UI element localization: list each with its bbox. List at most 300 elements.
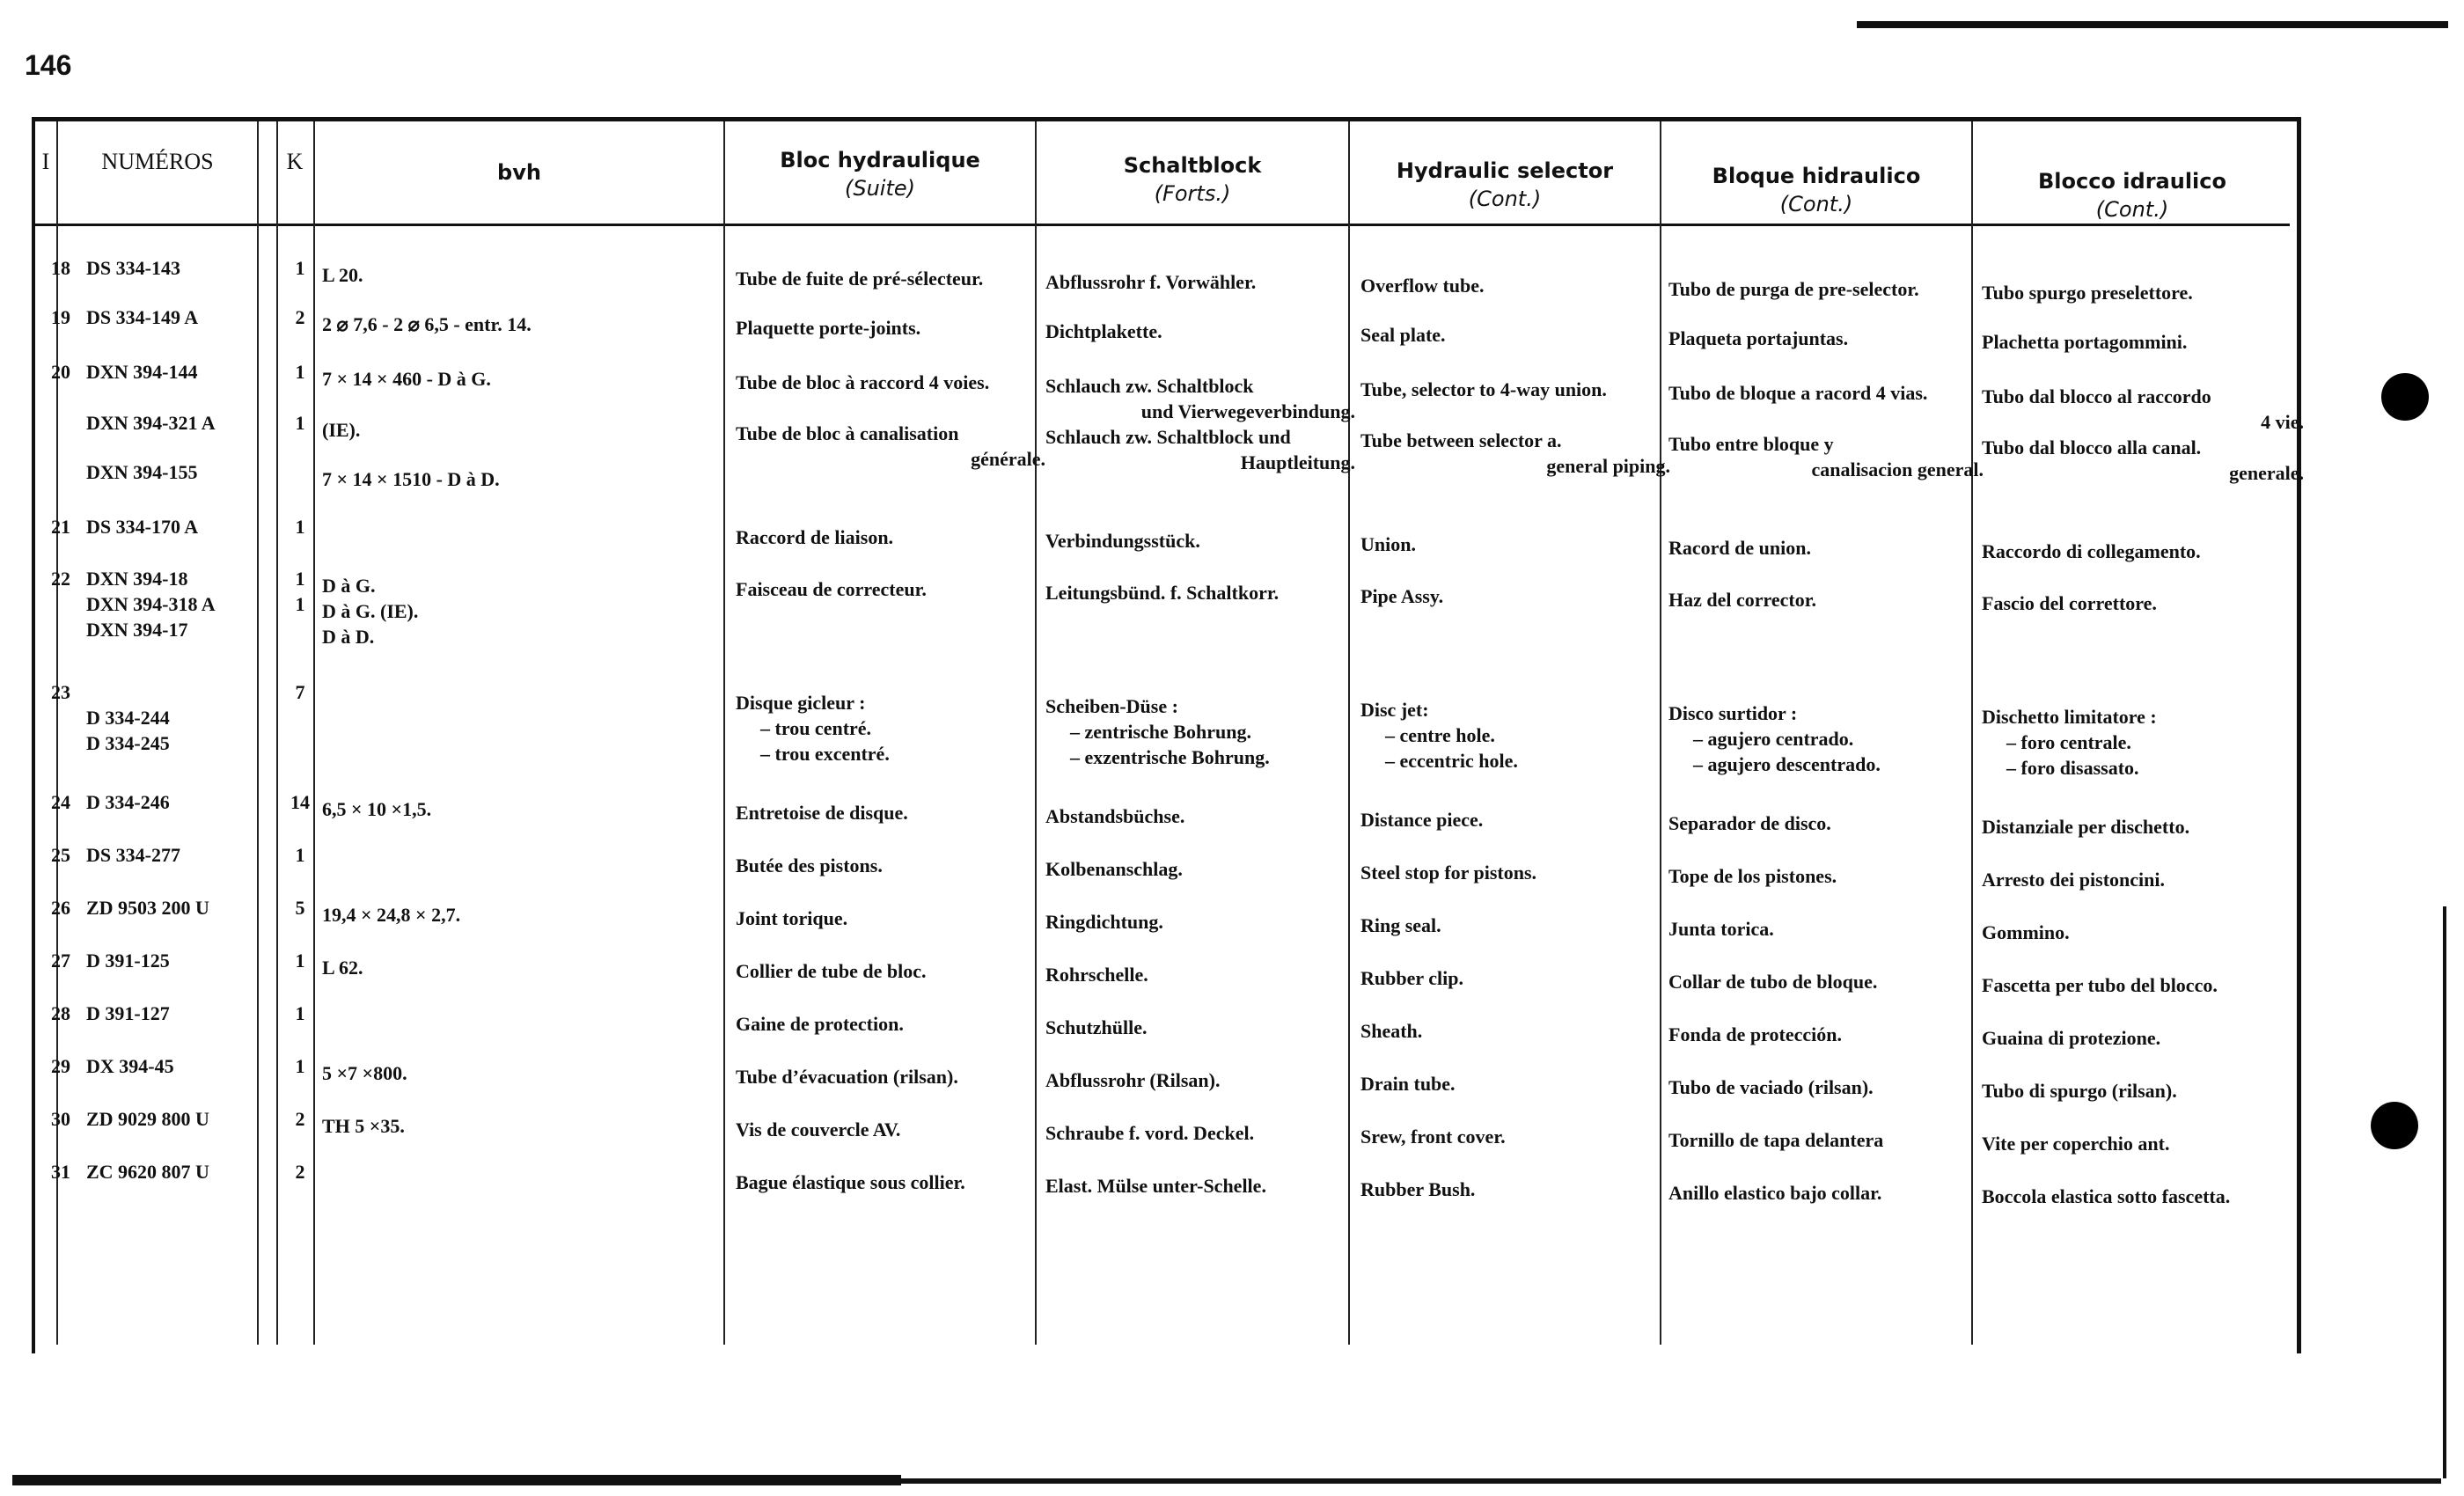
cell-it-line: Arresto dei pistoncini.: [1982, 869, 2165, 891]
cell-num-line: [86, 679, 289, 705]
cell-es: [1668, 810, 1996, 836]
cell-k: [273, 1053, 327, 1079]
cell-en-line: Ring seal.: [1360, 914, 1441, 936]
cell-k-line: 2: [295, 306, 305, 328]
cell-it: [1982, 1078, 2316, 1104]
cell-en-line: – centre hole.: [1385, 724, 1495, 746]
header-col-de: [1037, 151, 1348, 208]
cell-k: [273, 410, 327, 436]
cell-de: [1045, 856, 1368, 882]
cell-num-line: ZC 9620 807 U: [86, 1161, 209, 1183]
cell-de: [1045, 269, 1368, 295]
cell-i: [37, 842, 84, 868]
cell-k-line: 1: [295, 950, 305, 972]
cell-k: [273, 679, 327, 705]
cell-de-line: Rohrschelle.: [1045, 964, 1148, 986]
cell-num-line: D 391-125: [86, 950, 170, 972]
cell-bvh-line: 19,4 × 24,8 × 2,7.: [322, 904, 461, 926]
cell-i: [37, 1159, 84, 1184]
cell-k-line: 14: [290, 791, 310, 813]
cell-en-line: Distance piece.: [1360, 809, 1484, 831]
cell-it-line: Gommino.: [1982, 921, 2070, 943]
cell-it-line: Tubo di spurgo (rilsan).: [1982, 1080, 2177, 1102]
cell-en-line: Overflow tube.: [1360, 275, 1485, 297]
header-de-sub: (Forts.): [1154, 181, 1231, 206]
cell-i: [37, 679, 84, 705]
cell-i: [37, 410, 84, 436]
cell-num-line: D 334-245: [86, 732, 170, 754]
cell-es: [1668, 969, 1996, 994]
cell-i-line: 28: [51, 1002, 70, 1024]
cell-it: [1982, 1184, 2316, 1209]
cell-k-line: 1: [295, 844, 305, 866]
cell-fr: [736, 421, 1058, 472]
cell-k-line: 1: [295, 1055, 305, 1077]
cell-en: [1360, 273, 1683, 298]
cell-en: [1360, 697, 1683, 774]
cell-it: [1982, 920, 2316, 945]
cell-num-line: DXN 394-155: [86, 461, 198, 483]
cell-it-line: Raccordo di collegamento.: [1982, 540, 2201, 562]
cell-de: [1045, 580, 1368, 605]
cell-num: [86, 255, 289, 281]
cell-i-line: 23: [51, 681, 70, 703]
cell-it: [1982, 972, 2316, 998]
cell-de: [1045, 528, 1368, 554]
cell-en: [1360, 583, 1683, 609]
cell-i: [37, 359, 84, 385]
cell-fr-line: Gaine de protection.: [736, 1013, 904, 1035]
cell-fr: [736, 524, 1058, 550]
cell-num: [86, 459, 289, 485]
cell-fr-line: Tube de bloc à raccord 4 voies.: [736, 371, 990, 393]
cell-de: [1045, 1173, 1368, 1199]
cell-de: [1045, 803, 1368, 829]
cell-k: [273, 514, 327, 539]
cell-i-line: 30: [51, 1108, 70, 1130]
cell-num-line: D 391-127: [86, 1002, 170, 1024]
cell-i: [37, 948, 84, 973]
cell-it-line: Fascio del correttore.: [1982, 592, 2157, 614]
punch-hole-top: [2381, 373, 2429, 421]
cell-i-line: [37, 459, 84, 485]
cell-fr: [736, 958, 1058, 984]
cell-bvh: [322, 902, 718, 928]
cell-k: [273, 895, 327, 920]
cell-i-line: 25: [51, 844, 70, 866]
bottom-rule-thick: [12, 1475, 901, 1485]
cell-es-line: Tubo entre bloque y: [1668, 433, 1834, 455]
cell-de-line: Verbindungsstück.: [1045, 530, 1200, 552]
cell-num-line: ZD 9503 200 U: [86, 897, 209, 919]
cell-en: [1360, 807, 1683, 832]
cell-i: [37, 514, 84, 539]
cell-num-line: DXN 394-17: [86, 619, 188, 641]
header-col-numeros: [58, 148, 257, 176]
cell-k-line: 2: [295, 1108, 305, 1130]
cell-i-line: 24: [51, 791, 70, 813]
cell-it-line: Boccola elastica sotto fascetta.: [1982, 1185, 2231, 1207]
cell-bvh: [322, 262, 718, 288]
header-col-en: [1350, 157, 1660, 213]
cell-de-line: Scheiben-Düse :: [1045, 695, 1178, 717]
cell-de-line: Schraube f. vord. Deckel.: [1045, 1122, 1255, 1144]
cell-fr-line: Entretoise de disque.: [736, 802, 908, 824]
cell-it-line: Tubo spurgo preselettore.: [1982, 282, 2193, 304]
cell-k-line: 1: [295, 1002, 305, 1024]
cell-es-line: – agujero centrado.: [1693, 728, 1854, 750]
cell-i-line: 22: [51, 568, 70, 590]
cell-fr: [736, 1064, 1058, 1089]
cell-num-line: D 334-244: [86, 707, 170, 729]
cell-de-line: Dichtplakette.: [1045, 320, 1162, 342]
cell-fr: [736, 690, 1058, 766]
cell-k-line: [273, 459, 327, 485]
cell-en-line: Union.: [1360, 533, 1416, 555]
cell-i-line: 21: [51, 516, 70, 538]
cell-i: [37, 566, 84, 591]
cell-i-line: 29: [51, 1055, 70, 1077]
cell-es-line: Disco surtidor :: [1668, 702, 1798, 724]
cell-es-line: Junta torica.: [1668, 918, 1774, 940]
cell-en: [1360, 1018, 1683, 1044]
header-col-k-label: K: [286, 149, 304, 174]
cell-fr-line: Butée des pistons.: [736, 854, 883, 876]
cell-en-line: Disc jet:: [1360, 699, 1429, 721]
cell-es-line: Separador de disco.: [1668, 812, 1831, 834]
cell-fr-line: Vis de couvercle AV.: [736, 1118, 901, 1140]
header-es-sub: (Cont.): [1779, 192, 1853, 216]
cell-it-line: Plachetta portagommini.: [1982, 331, 2188, 353]
cell-es: [1668, 863, 1996, 889]
cell-num-line: DS 334-149 A: [86, 306, 199, 328]
cell-it-line: Guaina di protezione.: [1982, 1027, 2161, 1049]
cell-i: [37, 459, 84, 485]
cell-k-line: 7: [295, 681, 305, 703]
cell-num: [86, 410, 289, 436]
cell-num-line: DXN 394-318 A: [86, 593, 216, 615]
cell-bvh-line: D à G. (IE).: [322, 600, 419, 622]
top-rule: [1857, 21, 2448, 28]
cell-num: [86, 1159, 289, 1184]
cell-es: [1668, 276, 1996, 302]
cell-en-line: Sheath.: [1360, 1020, 1423, 1042]
cell-i-line: [37, 410, 84, 436]
cell-it-line: Tubo dal blocco alla canal.: [1982, 436, 2202, 458]
cell-es-line: Racord de union.: [1668, 537, 1811, 559]
cell-en-line: Tube, selector to 4-way union.: [1360, 378, 1607, 400]
cell-en: [1360, 322, 1683, 348]
cell-es: [1668, 916, 1996, 942]
cell-it: [1982, 1025, 2316, 1051]
cell-k-line: 2: [295, 1161, 305, 1183]
cell-de-line: Schlauch zw. Schaltblock und: [1045, 426, 1291, 448]
cell-num-line: DS 334-170 A: [86, 516, 199, 538]
cell-it-line: – foro centrale.: [2006, 731, 2131, 753]
cell-num: [86, 789, 289, 815]
cell-k-line: 1: [295, 593, 305, 615]
cell-de: [1045, 373, 1368, 424]
column-divider: [723, 121, 725, 1345]
cell-fr-line: Plaquette porte-joints.: [736, 317, 921, 339]
cell-k: [273, 1159, 327, 1184]
cell-i-line: 31: [51, 1161, 70, 1183]
cell-fr: [736, 315, 1058, 341]
cell-fr: [736, 1170, 1058, 1195]
cell-fr: [736, 906, 1058, 931]
cell-de-line: Abstandsbüchse.: [1045, 805, 1185, 827]
cell-fr-line: Disque gicleur :: [736, 692, 866, 714]
cell-k-line: 5: [295, 897, 305, 919]
cell-k-line: 1: [295, 257, 305, 279]
header-fr-title: Bloc hydraulique: [780, 148, 980, 172]
cell-k: [273, 842, 327, 868]
cell-de-line: Leitungsbünd. f. Schaltkorr.: [1045, 582, 1280, 604]
cell-fr-line: Tube de bloc à canalisation: [736, 422, 959, 444]
header-de-title: Schaltblock: [1123, 153, 1262, 178]
cell-it-line: Dischetto limitatore :: [1982, 706, 2157, 728]
cell-bvh: [322, 955, 718, 980]
cell-en-line: – eccentric hole.: [1385, 750, 1518, 772]
cell-i: [37, 1053, 84, 1079]
cell-it-line: Distanziale per dischetto.: [1982, 816, 2190, 838]
cell-es-line: Plaqueta portajuntas.: [1668, 327, 1849, 349]
cell-en-line: Srew, front cover.: [1360, 1126, 1506, 1148]
cell-en: [1360, 532, 1683, 557]
cell-en: [1360, 377, 1683, 402]
cell-es: [1668, 326, 1996, 351]
cell-bvh: [322, 312, 718, 337]
cell-fr: [736, 576, 1058, 602]
cell-fr-line: générale.: [971, 448, 1045, 470]
cell-es-line: Collar de tubo de bloque.: [1668, 971, 1878, 993]
cell-es-line: Fonda de protección.: [1668, 1023, 1842, 1045]
cell-bvh-line: L 20.: [322, 264, 363, 286]
cell-es: [1668, 587, 1996, 612]
cell-it: [1982, 814, 2316, 840]
cell-k: [273, 304, 327, 330]
cell-num: [86, 359, 289, 385]
cell-bvh: [322, 1113, 718, 1139]
cell-k: [273, 1106, 327, 1132]
cell-en: [1360, 913, 1683, 938]
cell-de: [1045, 424, 1368, 475]
cell-bvh-line: 7 × 14 × 460 - D à G.: [322, 368, 491, 390]
cell-k-line: 1: [295, 412, 305, 434]
cell-k: [273, 255, 327, 281]
cell-k: [273, 948, 327, 973]
cell-es-line: – agujero descentrado.: [1693, 753, 1881, 775]
cell-fr-line: Raccord de liaison.: [736, 526, 894, 548]
cell-de-line: – exzentrische Bohrung.: [1070, 746, 1270, 768]
cell-fr-line: Joint torique.: [736, 907, 848, 929]
header-col-es: [1661, 162, 1971, 218]
cell-k-line: 1: [295, 568, 305, 590]
header-fr-sub: (Suite): [844, 176, 915, 201]
cell-de-line: Kolbenanschlag.: [1045, 858, 1183, 880]
cell-bvh-line: TH 5 ×35.: [322, 1115, 405, 1137]
cell-bvh-line: 5 ×7 ×800.: [322, 1062, 407, 1084]
header-col-i-label: I: [41, 149, 50, 174]
cell-num-line: ZD 9029 800 U: [86, 1108, 209, 1130]
cell-it: [1982, 435, 2316, 486]
cell-en-line: Rubber Bush.: [1360, 1178, 1476, 1200]
cell-es: [1668, 535, 1996, 561]
cell-fr-line: – trou excentré.: [760, 743, 890, 765]
cell-en: [1360, 1071, 1683, 1096]
header-it-sub: (Cont.): [2095, 197, 2169, 222]
cell-de-line: Hauptleitung.: [1240, 451, 1355, 473]
header-en-sub: (Cont.): [1468, 187, 1542, 211]
cell-k: [273, 359, 327, 385]
cell-bvh-line: (IE).: [322, 419, 361, 441]
cell-num: [86, 1001, 289, 1026]
cell-fr: [736, 853, 1058, 878]
cell-k-line: 1: [295, 361, 305, 383]
cell-es: [1668, 1074, 1996, 1100]
cell-de: [1045, 693, 1368, 770]
cell-bvh-line: L 62.: [322, 957, 363, 979]
cell-en-line: Pipe Assy.: [1360, 585, 1444, 607]
cell-fr: [736, 800, 1058, 825]
cell-i-line: 27: [51, 950, 70, 972]
cell-de-line: Schutzhülle.: [1045, 1016, 1148, 1038]
cell-i-line: 20: [51, 361, 70, 383]
cell-num: [86, 679, 289, 756]
cell-bvh: [322, 1060, 718, 1086]
cell-fr-line: Faisceau de correcteur.: [736, 578, 927, 600]
cell-de-line: Schlauch zw. Schaltblock: [1045, 375, 1254, 397]
cell-it-line: 4 vie.: [2261, 411, 2304, 433]
cell-bvh-line: 6,5 × 10 ×1,5.: [322, 798, 432, 820]
cell-k: [273, 789, 327, 815]
cell-fr-line: Tube de fuite de pré-sélecteur.: [736, 268, 984, 290]
cell-i-line: 26: [51, 897, 70, 919]
cell-es: [1668, 380, 1996, 406]
cell-it: [1982, 590, 2316, 616]
cell-de-line: Abflussrohr f. Vorwähler.: [1045, 271, 1257, 293]
cell-it: [1982, 1131, 2316, 1156]
cell-it: [1982, 539, 2316, 564]
cell-num-line: DS 334-143: [86, 257, 180, 279]
cell-it-line: Tubo dal blocco al raccordo: [1982, 385, 2211, 407]
cell-en-line: Tube between selector a.: [1360, 429, 1562, 451]
cell-bvh: [322, 366, 718, 392]
cell-i: [37, 895, 84, 920]
cell-num-line: DX 394-45: [86, 1055, 174, 1077]
cell-de: [1045, 319, 1368, 344]
cell-de: [1045, 909, 1368, 935]
header-col-fr: [725, 146, 1035, 202]
cell-bvh: [322, 466, 718, 492]
cell-k: [273, 1001, 327, 1026]
cell-num: [86, 842, 289, 868]
cell-en-line: general piping.: [1546, 455, 1670, 477]
cell-es-line: Tornillo de tapa delantera: [1668, 1129, 1884, 1151]
cell-it: [1982, 329, 2316, 355]
cell-num: [86, 514, 289, 539]
cell-fr: [736, 1011, 1058, 1037]
cell-de: [1045, 962, 1368, 987]
cell-es: [1668, 1022, 1996, 1047]
cell-es: [1668, 700, 1996, 777]
cell-fr-line: Bague élastique sous collier.: [736, 1171, 965, 1193]
header-en-title: Hydraulic selector: [1396, 158, 1614, 183]
cell-num-line: DXN 394-18: [86, 568, 188, 590]
cell-i-line: 19: [51, 306, 70, 328]
cell-bvh: [322, 796, 718, 822]
cell-k-line: 1: [295, 516, 305, 538]
cell-it-line: generale.: [2229, 462, 2304, 484]
header-underline: [35, 224, 2290, 226]
cell-i: [37, 1106, 84, 1132]
cell-es-line: Tubo de vaciado (rilsan).: [1668, 1076, 1874, 1098]
cell-es-line: canalisacion general.: [1811, 458, 1984, 480]
cell-i: [37, 1001, 84, 1026]
cell-bvh-line: D à G.: [322, 575, 376, 597]
cell-en: [1360, 1177, 1683, 1202]
cell-fr-line: Collier de tube de bloc.: [736, 960, 927, 982]
cell-num: [86, 1053, 289, 1079]
cell-bvh: [322, 573, 718, 649]
cell-en-line: Seal plate.: [1360, 324, 1446, 346]
cell-it-line: Vite per coperchio ant.: [1982, 1133, 2170, 1155]
header-col-k: [276, 148, 313, 176]
cell-en-line: Steel stop for pistons.: [1360, 862, 1537, 884]
cell-bvh-line: 2 ⌀ 7,6 - 2 ⌀ 6,5 - entr. 14.: [322, 313, 532, 335]
cell-de-line: – zentrische Bohrung.: [1070, 721, 1251, 743]
cell-it: [1982, 384, 2316, 435]
cell-fr: [736, 1117, 1058, 1142]
cell-num: [86, 895, 289, 920]
cell-fr-line: Tube d’évacuation (rilsan).: [736, 1066, 958, 1088]
cell-de-line: Elast. Mülse unter-Schelle.: [1045, 1175, 1266, 1197]
header-col-it: [1973, 167, 2292, 224]
cell-num-line: DXN 394-321 A: [86, 412, 216, 434]
cell-num: [86, 566, 289, 642]
header-it-title: Blocco idraulico: [2038, 169, 2226, 194]
cell-de: [1045, 1067, 1368, 1093]
cell-it: [1982, 280, 2316, 305]
cell-num: [86, 948, 289, 973]
cell-it: [1982, 704, 2316, 781]
cell-es-line: Tubo de bloque a racord 4 vias.: [1668, 382, 1928, 404]
header-col-bvh-label: bvh: [497, 160, 541, 185]
cell-en: [1360, 1124, 1683, 1149]
header-es-title: Bloque hidraulico: [1712, 164, 1921, 188]
cell-en: [1360, 428, 1683, 479]
cell-en-line: Rubber clip.: [1360, 967, 1463, 989]
cell-num: [86, 1106, 289, 1132]
cell-i: [37, 304, 84, 330]
cell-it-line: – foro disassato.: [2006, 757, 2139, 779]
page-number: 146: [25, 49, 72, 81]
cell-it: [1982, 867, 2316, 892]
cell-de: [1045, 1015, 1368, 1040]
cell-k: [273, 459, 327, 485]
cell-es-line: Anillo elastico bajo collar.: [1668, 1182, 1882, 1204]
cell-num: [86, 304, 289, 330]
cell-num-line: DS 334-277: [86, 844, 180, 866]
cell-num-line: DXN 394-144: [86, 361, 198, 383]
cell-de-line: Abflussrohr (Rilsan).: [1045, 1069, 1221, 1091]
cell-i: [37, 789, 84, 815]
cell-fr: [736, 266, 1058, 291]
right-edge-rule: [2443, 906, 2446, 1478]
cell-bvh: [322, 417, 718, 443]
cell-fr-line: – trou centré.: [760, 717, 872, 739]
cell-i-line: 18: [51, 257, 70, 279]
